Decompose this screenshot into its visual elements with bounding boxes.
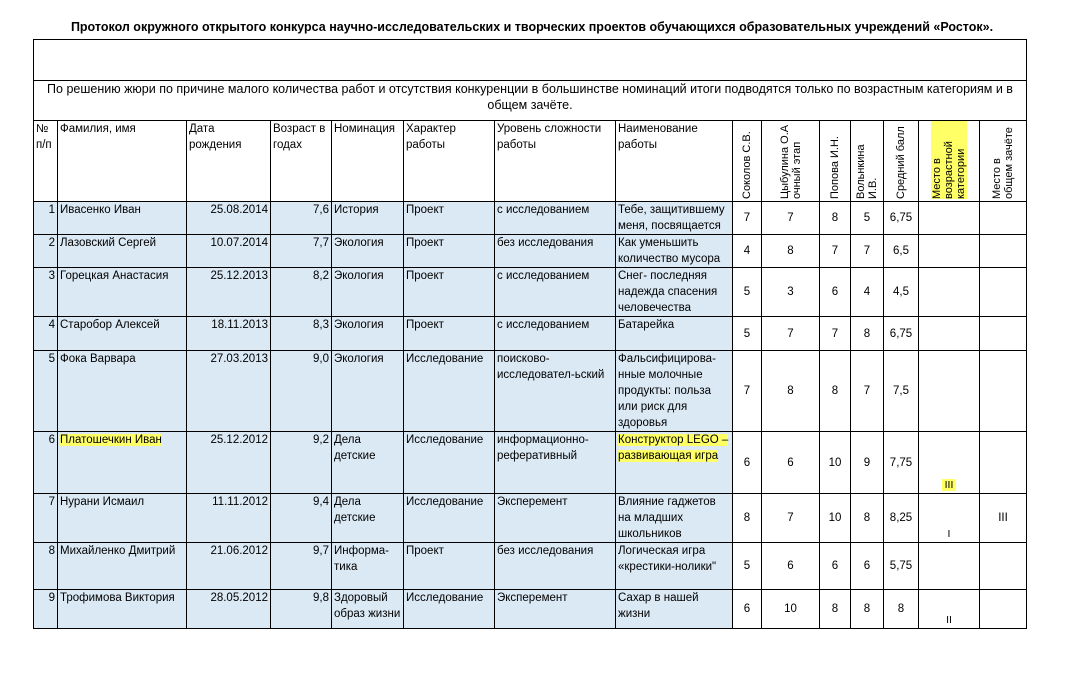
jury-note [34, 81, 1027, 121]
row-name-text: Платошечкин Иван [60, 434, 162, 446]
row-character-text: Исследование [406, 434, 484, 446]
row-age [271, 235, 332, 268]
row-place-age [919, 590, 980, 629]
row-judge-3 [820, 590, 851, 629]
row-judge-2 [762, 494, 820, 543]
row-birth [187, 317, 271, 351]
row-name-text: Лазовский Сергей [60, 237, 157, 249]
row-work [616, 543, 733, 590]
row-average-text: 7,5 [893, 385, 909, 397]
row-judge-3 [820, 268, 851, 317]
row-place-age-text: II [946, 614, 952, 626]
row-place-age [919, 268, 980, 317]
row-judge-1-text: 6 [743, 603, 751, 615]
header-age: Возраст в годах [271, 121, 332, 202]
row-judge-4-text: 7 [863, 385, 871, 397]
row-place-total [980, 494, 1027, 543]
row-work-text: Фальсифицирова-нные молочные продукты: польза или риск для здоровья [618, 353, 716, 429]
row-num [34, 543, 58, 590]
row-level [495, 235, 616, 268]
row-name [58, 268, 187, 317]
row-age-text: 7,7 [313, 237, 329, 249]
table-row [34, 432, 1027, 494]
row-age [271, 590, 332, 629]
row-judge-1-text: 5 [743, 560, 751, 572]
row-judge-3-text: 7 [831, 327, 839, 340]
header-row [34, 121, 1027, 202]
header-place-total-text: Место в общем зачёте [991, 127, 1015, 199]
row-nomination-text: Дела детские [334, 496, 376, 524]
row-work [616, 202, 733, 235]
row-place-age [919, 543, 980, 590]
row-judge-4 [851, 590, 884, 629]
header-average [884, 121, 919, 202]
row-judge-4-text: 8 [863, 327, 871, 340]
row-judge-1 [733, 543, 762, 590]
row-name-text: Старобор Алексей [60, 319, 160, 331]
row-judge-1 [733, 351, 762, 432]
row-character [404, 590, 495, 629]
row-nomination [332, 317, 404, 351]
row-name-text: Ивасенко Иван [60, 204, 141, 216]
row-place-total [980, 235, 1027, 268]
row-name [58, 317, 187, 351]
row-judge-3 [820, 432, 851, 494]
header-judge-2 [762, 121, 820, 202]
row-judge-1-text: 7 [743, 212, 751, 224]
row-num [34, 317, 58, 351]
row-place-total [980, 317, 1027, 351]
row-place-total [980, 543, 1027, 590]
row-character [404, 351, 495, 432]
row-age [271, 543, 332, 590]
row-place-age [919, 432, 980, 494]
row-character [404, 235, 495, 268]
row-work [616, 590, 733, 629]
row-average-text: 6,75 [889, 212, 913, 224]
row-level-text: без исследования [497, 237, 594, 249]
row-level [495, 543, 616, 590]
row-place-total [980, 268, 1027, 317]
row-level-text: Эксперемент [497, 592, 568, 604]
row-name [58, 351, 187, 432]
row-average-text: 6,5 [893, 245, 909, 257]
row-level-text: поисково-исследовател-ьский [497, 353, 605, 381]
row-judge-2-text: 8 [787, 385, 794, 397]
row-character-text: Исследование [406, 496, 484, 508]
table-row [34, 317, 1027, 351]
row-judge-3-text: 8 [831, 603, 839, 615]
row-character [404, 543, 495, 590]
row-num-text: 6 [48, 434, 55, 446]
row-judge-1-text: 7 [743, 385, 751, 397]
table-row [34, 494, 1027, 543]
row-average [884, 317, 919, 351]
header-place-age-text: Место в возрастной категории [931, 121, 967, 199]
row-character [404, 268, 495, 317]
row-character-text: Исследование [406, 353, 484, 365]
row-character-text: Проект [406, 319, 444, 331]
row-num [34, 590, 58, 629]
row-name [58, 543, 187, 590]
blank-cell [34, 40, 1027, 81]
row-judge-2 [762, 202, 820, 235]
row-judge-4-text: 9 [863, 456, 871, 469]
table-row [34, 268, 1027, 317]
row-work [616, 317, 733, 351]
row-average [884, 590, 919, 629]
row-num-text: 4 [48, 319, 55, 331]
header-level: Уровень сложности работы [495, 121, 616, 202]
row-work-text: Как уменьшить количество мусора [618, 237, 721, 265]
row-judge-1 [733, 317, 762, 351]
row-judge-3-text: 6 [831, 286, 839, 298]
row-birth [187, 351, 271, 432]
row-birth-text: 28.05.2012 [210, 592, 268, 604]
row-age [271, 432, 332, 494]
row-judge-2-text: 6 [787, 560, 794, 572]
row-character-text: Проект [406, 237, 444, 249]
row-num [34, 235, 58, 268]
row-average [884, 543, 919, 590]
row-character [404, 432, 495, 494]
row-birth [187, 202, 271, 235]
row-age-text: 9,4 [313, 496, 329, 508]
row-name [58, 590, 187, 629]
row-average [884, 432, 919, 494]
row-num [34, 202, 58, 235]
row-judge-4-text: 8 [863, 603, 871, 615]
row-judge-4-text: 7 [863, 245, 871, 257]
row-num [34, 494, 58, 543]
row-birth-text: 25.12.2013 [210, 270, 268, 282]
row-judge-1 [733, 494, 762, 543]
row-judge-2-text: 7 [787, 212, 794, 224]
row-judge-2-text: 7 [787, 512, 794, 524]
row-judge-4-text: 4 [863, 286, 871, 298]
row-level-text: Эксперемент [497, 496, 568, 508]
header-judge-1-text: Соколов С.В. [741, 131, 753, 199]
row-place-total [980, 351, 1027, 432]
row-age-text: 9,0 [313, 353, 329, 365]
row-place-age [919, 494, 980, 543]
table-row [34, 543, 1027, 590]
row-place-age [919, 317, 980, 351]
table-row [34, 351, 1027, 432]
header-birth: Дата рождения [187, 121, 271, 202]
row-num-text: 5 [48, 353, 55, 365]
row-judge-3-text: 10 [828, 512, 842, 524]
row-average-text: 8 [897, 603, 905, 615]
row-age-text: 7,6 [313, 204, 329, 216]
header-judge-4-text: Вольнкина И.В. [855, 144, 879, 199]
row-judge-4 [851, 268, 884, 317]
row-name-text: Фока Варвара [60, 353, 136, 365]
row-place-age [919, 202, 980, 235]
row-judge-3-text: 8 [831, 212, 839, 224]
row-birth [187, 268, 271, 317]
row-work-text: Снег- последняя надежда спасения человечества [618, 270, 718, 314]
row-nomination [332, 432, 404, 494]
row-judge-1 [733, 202, 762, 235]
row-num-text: 8 [48, 545, 55, 557]
row-level [495, 432, 616, 494]
row-judge-3 [820, 235, 851, 268]
row-place-age-text: III [942, 479, 957, 491]
row-age-text: 8,2 [313, 270, 329, 282]
row-nomination [332, 268, 404, 317]
row-place-total [980, 432, 1027, 494]
row-judge-4 [851, 317, 884, 351]
row-place-age-text: I [947, 528, 951, 540]
row-age [271, 351, 332, 432]
row-character [404, 202, 495, 235]
row-nomination-text: История [334, 204, 379, 216]
row-judge-3 [820, 351, 851, 432]
row-judge-1-text: 4 [743, 245, 751, 257]
row-place-age [919, 351, 980, 432]
row-character-text: Исследование [406, 592, 484, 604]
row-birth-text: 25.12.2012 [210, 434, 268, 446]
row-judge-3-text: 6 [831, 560, 839, 572]
row-judge-2-text: 7 [787, 327, 794, 340]
row-nomination-text: Экология [334, 270, 384, 282]
row-birth-text: 21.06.2012 [210, 545, 268, 557]
row-name-text: Горецкая Анастасия [60, 270, 169, 282]
row-nomination [332, 235, 404, 268]
row-judge-3-text: 10 [828, 456, 842, 469]
row-num-text: 1 [48, 204, 55, 216]
row-age-text: 9,2 [313, 434, 329, 446]
row-judge-2 [762, 235, 820, 268]
note-row [34, 81, 1027, 121]
row-birth-text: 10.07.2014 [210, 237, 268, 249]
row-work-text: Тебе, защитившему меня, посвящается [618, 204, 725, 232]
row-name [58, 235, 187, 268]
header-average-text: Средний балл [895, 126, 907, 199]
row-num-text: 2 [48, 237, 55, 249]
row-average [884, 235, 919, 268]
row-character [404, 494, 495, 543]
row-place-total [980, 202, 1027, 235]
row-judge-3-text: 8 [831, 385, 839, 397]
row-age [271, 202, 332, 235]
header-place-total [980, 121, 1027, 202]
row-judge-4 [851, 494, 884, 543]
row-judge-3 [820, 317, 851, 351]
row-birth-text: 27.03.2013 [210, 353, 268, 365]
row-average [884, 351, 919, 432]
row-nomination-text: Экология [334, 353, 384, 365]
row-level-text: с исследованием [497, 319, 590, 331]
row-name [58, 432, 187, 494]
row-average [884, 494, 919, 543]
row-nomination [332, 494, 404, 543]
row-work-text: Сахар в нашей жизни [618, 592, 699, 620]
row-birth [187, 432, 271, 494]
header-judge-1 [733, 121, 762, 202]
row-judge-1 [733, 268, 762, 317]
row-num-text: 7 [48, 496, 55, 508]
row-judge-1 [733, 432, 762, 494]
row-average-text: 8,25 [889, 512, 913, 524]
row-judge-4 [851, 202, 884, 235]
row-judge-2 [762, 317, 820, 351]
row-judge-2 [762, 351, 820, 432]
row-judge-2-text: 3 [787, 286, 794, 298]
row-character-text: Проект [406, 204, 444, 216]
row-place-total [980, 590, 1027, 629]
row-judge-2 [762, 590, 820, 629]
row-judge-1-text: 6 [743, 456, 751, 469]
row-judge-4 [851, 351, 884, 432]
row-nomination-text: Экология [334, 237, 384, 249]
row-name-text: Трофимова Виктория [60, 592, 175, 604]
row-judge-1 [733, 235, 762, 268]
row-birth [187, 494, 271, 543]
row-level-text: информационно-реферативный [497, 434, 589, 462]
row-judge-3-text: 7 [831, 245, 839, 257]
row-birth [187, 543, 271, 590]
row-level [495, 590, 616, 629]
row-average [884, 202, 919, 235]
row-level [495, 317, 616, 351]
row-average-text: 7,75 [889, 456, 913, 469]
row-average-text: 6,75 [889, 327, 913, 340]
row-age [271, 317, 332, 351]
row-character-text: Проект [406, 270, 444, 282]
header-nomination: Номинация [332, 121, 404, 202]
table-row [34, 235, 1027, 268]
row-judge-1-text: 8 [743, 512, 751, 524]
row-work [616, 235, 733, 268]
row-name [58, 202, 187, 235]
row-age [271, 268, 332, 317]
row-work-text: Конструктор LEGO – развивающая игра [618, 434, 729, 462]
row-work [616, 351, 733, 432]
row-judge-2 [762, 432, 820, 494]
row-judge-4-text: 6 [863, 560, 871, 572]
row-judge-2-text: 8 [787, 245, 794, 257]
header-work: Наименование работы [616, 121, 733, 202]
row-nomination [332, 202, 404, 235]
header-judge-2-text: Цыбулина О.А очный этап [778, 124, 803, 199]
row-level-text: с исследованием [497, 270, 590, 282]
row-place-total-text: III [998, 512, 1008, 524]
row-level [495, 202, 616, 235]
row-birth-text: 25.08.2014 [210, 204, 268, 216]
row-nomination-text: Экология [334, 319, 384, 331]
header-name: Фамилия, имя [58, 121, 187, 202]
header-judge-4 [851, 121, 884, 202]
row-age-text: 9,7 [313, 545, 329, 557]
row-num [34, 432, 58, 494]
row-place-age [919, 235, 980, 268]
header-judge-3 [820, 121, 851, 202]
row-judge-3 [820, 202, 851, 235]
row-name [58, 494, 187, 543]
row-judge-1-text: 5 [743, 327, 751, 340]
row-judge-2 [762, 268, 820, 317]
row-num-text: 9 [48, 592, 55, 604]
header-place-age [919, 121, 980, 202]
row-average-text: 5,75 [889, 560, 913, 572]
row-birth-text: 18.11.2013 [211, 319, 268, 331]
row-work-text: Влияние гаджетов на младших школьников [618, 496, 716, 540]
row-level [495, 494, 616, 543]
row-judge-1 [733, 590, 762, 629]
row-num [34, 268, 58, 317]
row-average [884, 268, 919, 317]
row-character [404, 317, 495, 351]
row-num-text: 3 [48, 270, 55, 282]
row-birth [187, 590, 271, 629]
row-judge-3 [820, 494, 851, 543]
row-name-text: Нурани Исмаил [60, 496, 145, 508]
row-age-text: 9,8 [313, 592, 329, 604]
jury-note-text: По решению жюри по причине малого количества работ и отсутствия конкуренции в большинстве номинаций итоги подводятся только по возрастным категориям и в общем зачёте. [47, 82, 1013, 112]
table-row [34, 202, 1027, 235]
header-character: Характер работы [404, 121, 495, 202]
row-judge-4 [851, 235, 884, 268]
results-table [33, 39, 1027, 629]
table-body [34, 40, 1027, 629]
row-judge-4 [851, 432, 884, 494]
table-row [34, 590, 1027, 629]
row-name-text: Михайленко Дмитрий [60, 545, 176, 557]
row-judge-1-text: 5 [743, 286, 751, 298]
row-work-text: Батарейка [618, 319, 675, 331]
row-character-text: Проект [406, 545, 444, 557]
row-level [495, 268, 616, 317]
row-level [495, 351, 616, 432]
row-nomination-text: Информа-тика [334, 545, 390, 573]
row-judge-4 [851, 543, 884, 590]
row-nomination [332, 590, 404, 629]
row-judge-2-text: 10 [784, 603, 797, 615]
row-level-text: без исследования [497, 545, 594, 557]
row-nomination [332, 351, 404, 432]
row-birth [187, 235, 271, 268]
row-judge-3 [820, 543, 851, 590]
row-average-text: 4,5 [893, 286, 909, 298]
row-work [616, 268, 733, 317]
row-judge-4-text: 5 [863, 212, 871, 224]
row-num [34, 351, 58, 432]
header-judge-3-text: Попова И.Н. [829, 136, 841, 199]
row-nomination-text: Здоровый образ жизни [334, 592, 401, 620]
row-age-text: 8,3 [313, 319, 329, 331]
row-work-text: Логическая игра «крестики-нолики" [618, 545, 717, 573]
row-nomination [332, 543, 404, 590]
document-title: Протокол окружного открытого конкурса научно-исследовательских и творческих проектов обучающихся образовательных учреждений «Росток». [70, 20, 994, 34]
row-judge-2 [762, 543, 820, 590]
row-work [616, 494, 733, 543]
row-judge-2-text: 6 [787, 456, 794, 469]
row-judge-4-text: 8 [863, 512, 871, 524]
row-work [616, 432, 733, 494]
row-level-text: с исследованием [497, 204, 590, 216]
row-age [271, 494, 332, 543]
header-num: № п/п [34, 121, 58, 202]
row-birth-text: 11.11.2012 [212, 496, 268, 508]
row-nomination-text: Дела детские [334, 434, 376, 462]
blank-row [34, 40, 1027, 81]
